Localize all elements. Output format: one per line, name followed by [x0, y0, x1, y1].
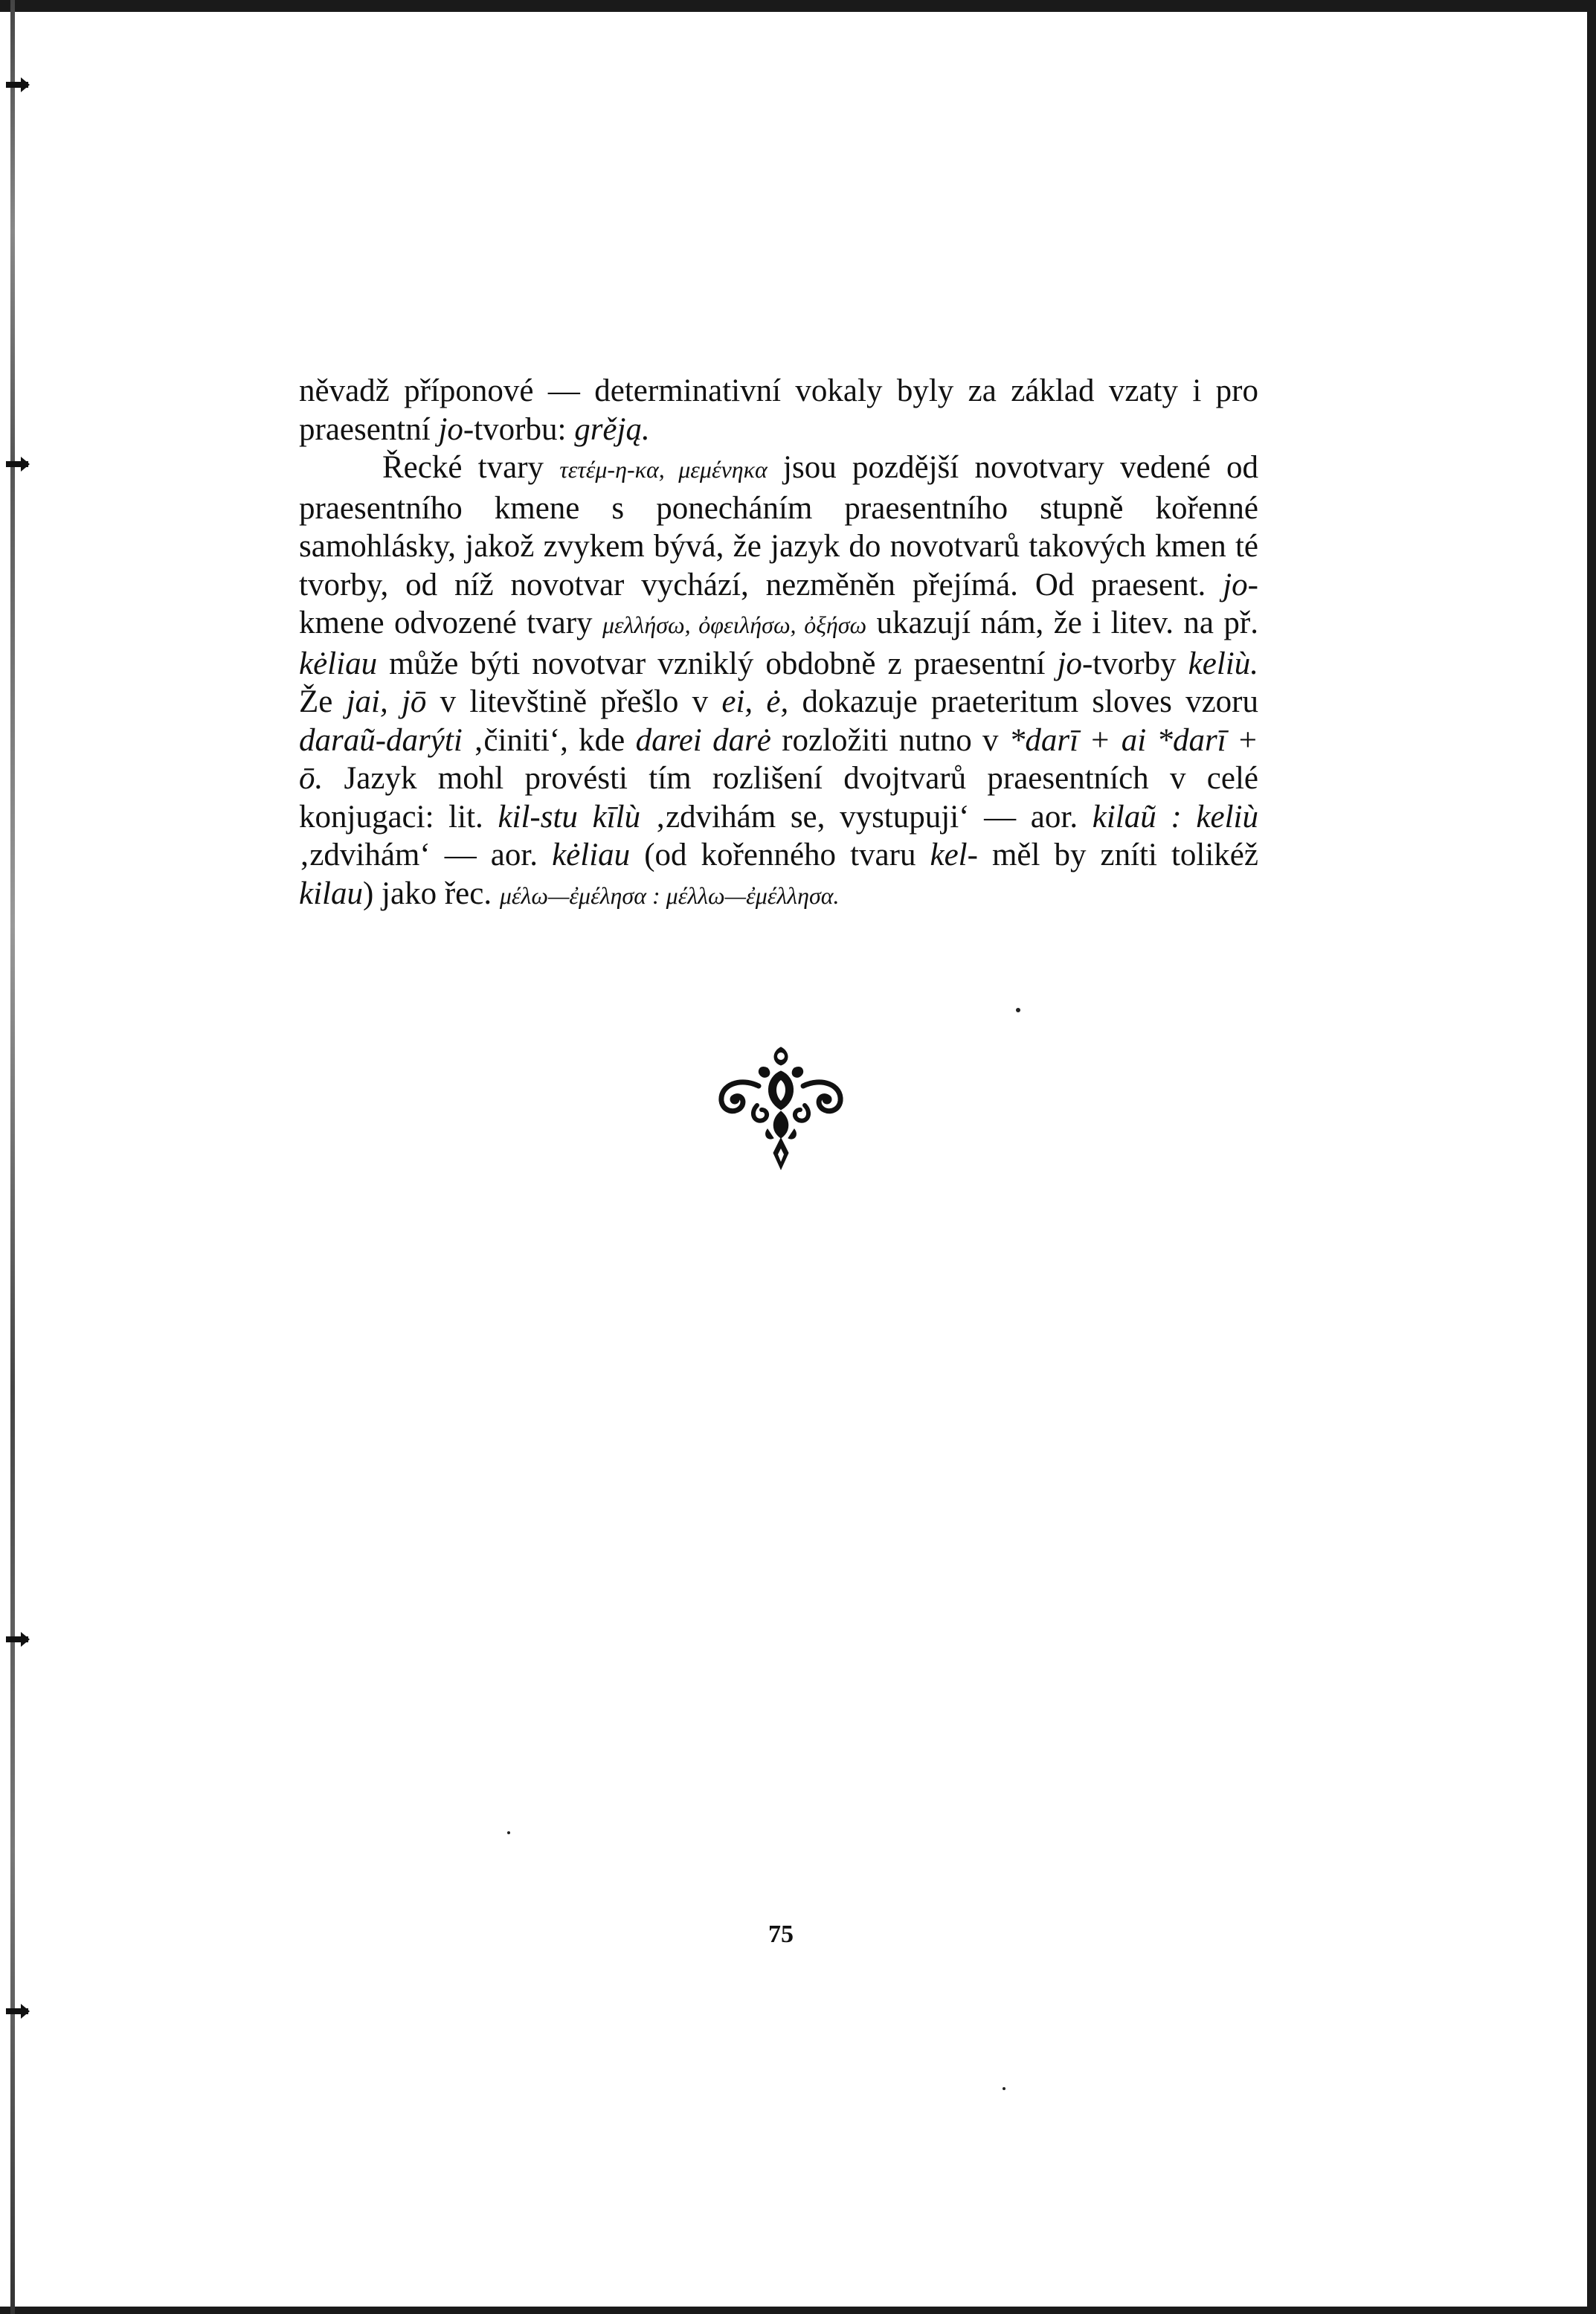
text-run: ‚zdvihám‘ — aor. — [299, 838, 553, 872]
speck — [1003, 2087, 1005, 2090]
text-run: ) jako řec. — [362, 875, 500, 911]
text-run: ‚zdvihám se, vystupuji‘ — aor. — [640, 799, 1093, 835]
greek-term: τετέμ-η-κα, μεμένηκα — [559, 456, 768, 483]
text-run: -tvorbu: — [463, 411, 575, 447]
binding-tick-marker — [6, 1636, 28, 1642]
text-run: -tvorby — [1081, 646, 1188, 681]
scan-border-right — [1587, 0, 1596, 2314]
italic-term: kel- — [930, 838, 978, 872]
italic-term: keliù. — [1188, 646, 1258, 681]
italic-term: kėliau — [552, 838, 631, 872]
scan-border-top — [0, 0, 1596, 12]
text-run: ‚činiti‘, kde — [462, 722, 636, 758]
text-run: -kmene odvozené tvary — [299, 567, 1258, 640]
greek-term: μελλήσω, ὀφειλήσω, ὀξήσω — [602, 611, 867, 638]
greek-term: μέλω—ἐμέλησα : μέλλω—ἐμέλλησα. — [499, 881, 840, 909]
italic-term: kilau — [299, 875, 363, 911]
italic-term: ei, ė, — [721, 684, 789, 719]
text-run: jsou pozdější novotvary vedené od praesentního kmene s ponecháním praesentního stupně kořenné samohlásky, jakož zvykem bývá, že jazyk do novotvarů takových kmen té tvorby, od níž novotvar vychází, nezměněn přejímá. Od praesent. — [299, 450, 1258, 602]
italic-term: kėliau — [299, 646, 378, 681]
text-run: dokazuje praeteritum sloves vzoru — [788, 684, 1258, 719]
fleuron-ornament-icon — [714, 1041, 848, 1175]
text-run: v litevštině přešlo v — [426, 684, 722, 719]
text-run: Jazyk mohl provésti tím rozlišení dvojtvarů praesentních v celé konjugaci: lit. — [299, 761, 1258, 835]
italic-term: kilaũ : keliù — [1092, 799, 1258, 835]
text-run: Řecké tvary — [382, 450, 560, 485]
body-text — [299, 372, 1258, 915]
italic-term: kil-stu kīlù — [498, 799, 641, 835]
scan-border-bottom — [0, 2307, 1596, 2314]
text-run: Že — [299, 684, 347, 719]
text-run: něvadž příponové — determinativní vokaly byly za základ vzaty i pro praesentní — [299, 373, 1258, 447]
speck — [1016, 1008, 1020, 1012]
page-number: 75 — [768, 1921, 794, 1948]
text-run: rozložiti nutno v — [770, 722, 1009, 758]
binding-tick-marker — [6, 461, 28, 467]
paragraph — [299, 372, 1258, 449]
italic-term: *darī + ai *darī + ō. — [299, 722, 1258, 796]
text-run: může býti novotvar vzniklý obdobně z praesentní — [377, 646, 1058, 681]
text-run: ukazují nám, že i litev. na př. — [866, 605, 1258, 640]
italic-term: jai, jō — [346, 684, 427, 719]
italic-term: jo — [1057, 646, 1082, 681]
italic-term: grěją. — [574, 411, 650, 447]
speck — [507, 1831, 510, 1834]
binding-tick-marker — [6, 2008, 28, 2014]
italic-term: jo — [438, 411, 463, 447]
paragraph — [299, 449, 1258, 915]
binding-tick-marker — [6, 82, 28, 88]
text-run: měl by zníti tolikéž — [977, 838, 1258, 872]
italic-term: darei darė — [635, 722, 771, 758]
italic-term: daraũ-darýti — [299, 722, 463, 758]
binding-edge — [10, 0, 15, 2314]
italic-term: jo — [1223, 567, 1248, 602]
text-run: (od kořenného tvaru — [630, 838, 930, 872]
